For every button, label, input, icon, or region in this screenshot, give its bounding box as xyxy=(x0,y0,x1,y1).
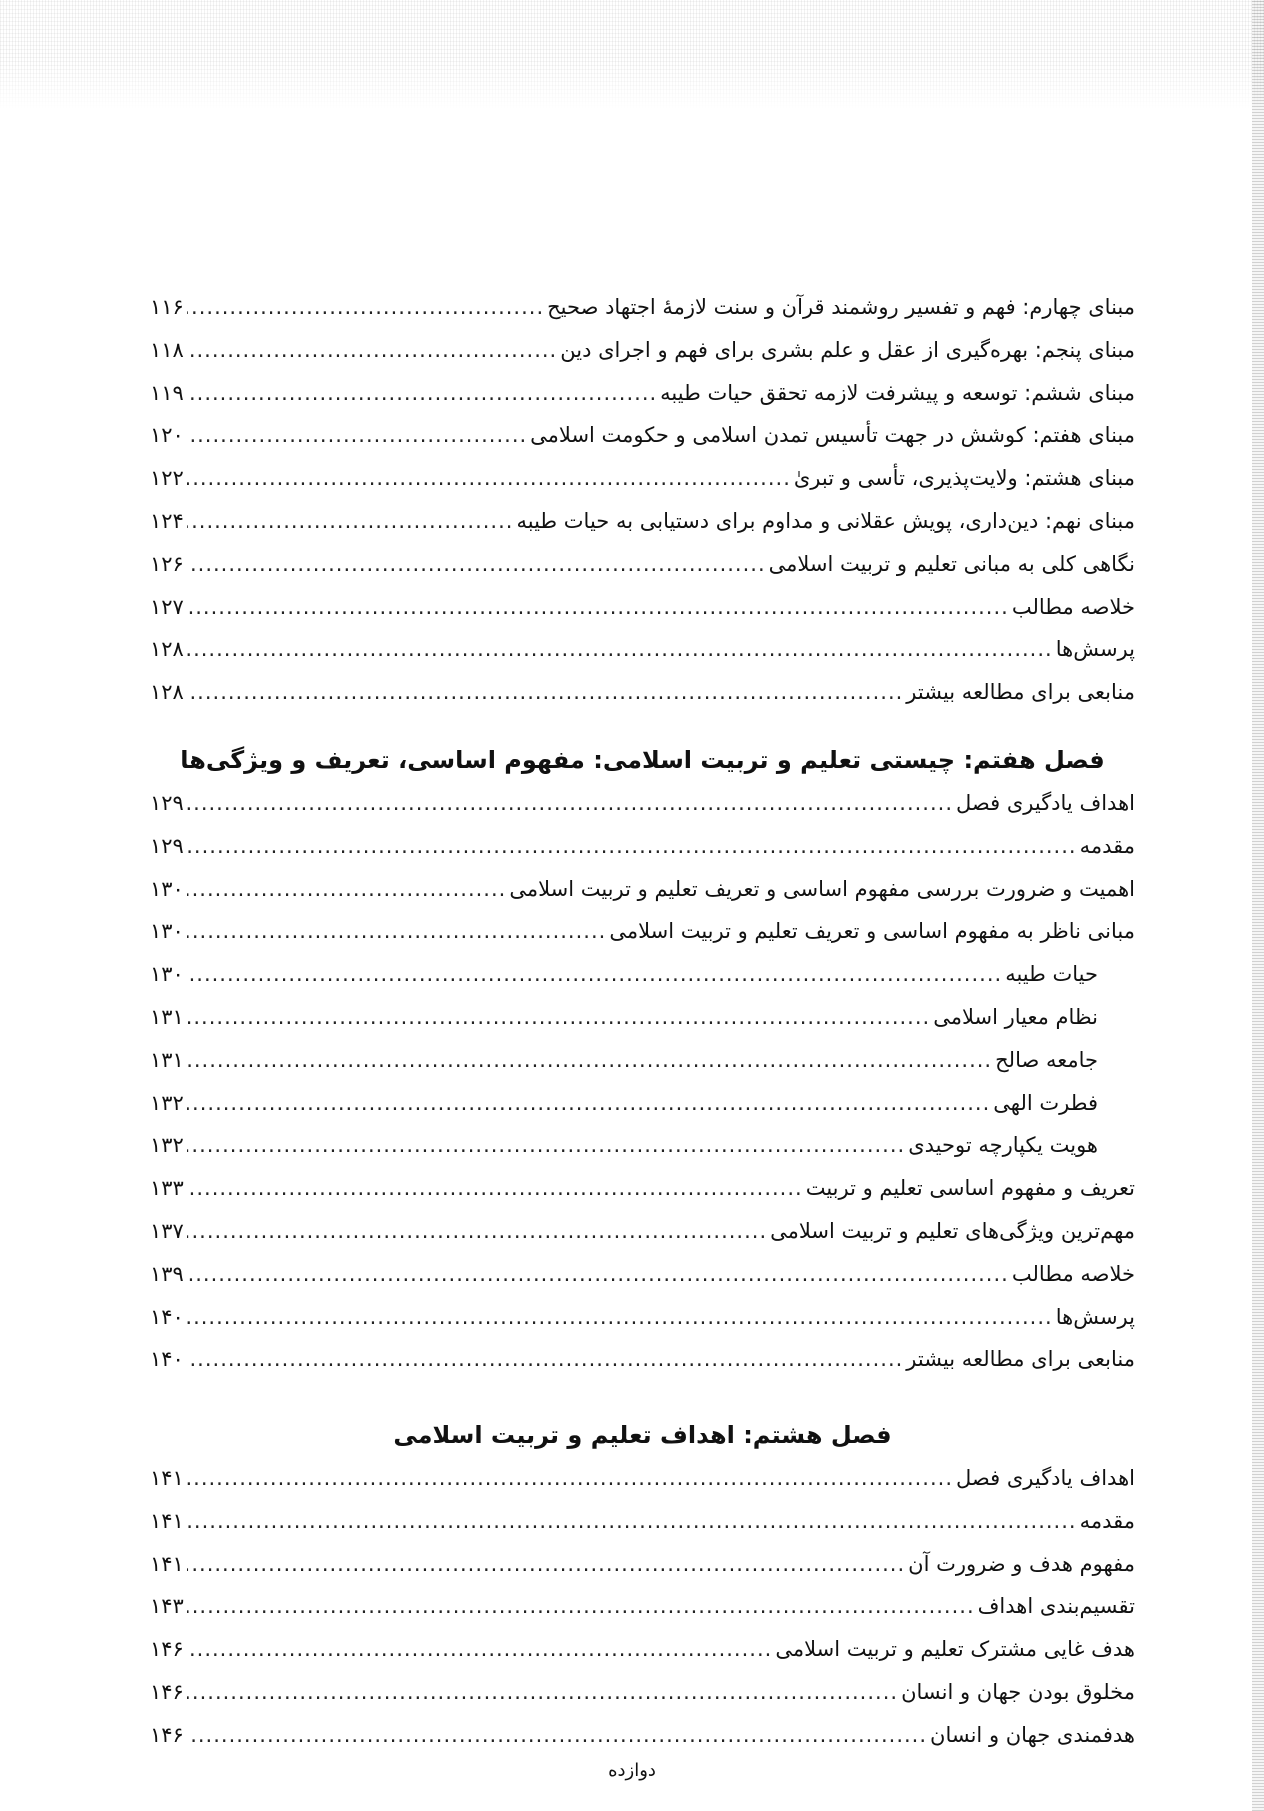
toc-entry-title: خلاصه مطالب xyxy=(1011,594,1135,619)
toc-section-chapter6-tail xyxy=(150,286,1135,714)
toc-entry-page-number: ۱۲۰ xyxy=(150,423,184,448)
toc-leader-dots xyxy=(187,1457,953,1500)
toc-entry-title: پرسش‌ها xyxy=(1055,1304,1135,1329)
chapter7-heading: فصل هفتم: چیستی تعلیم و تربیت اسلامی: مفهوم اساسی، تعریف و ویژگی‌ها xyxy=(180,746,1105,774)
toc-leader-dots xyxy=(187,825,1077,868)
toc-entry xyxy=(150,1124,1135,1167)
toc-leader-dots xyxy=(187,1500,1077,1543)
toc-entry-page-number: ۱۳۱ xyxy=(150,1004,184,1029)
toc-leader-dots xyxy=(187,628,1053,671)
toc-leader-dots xyxy=(187,910,606,953)
toc-leader-dots xyxy=(187,782,953,825)
toc-leader-dots xyxy=(187,1167,803,1210)
toc-entry-page-number: ۱۱۸ xyxy=(150,337,184,362)
toc-entry-title: مبنای چهارم: فهم و تفسیر روشمند قرآن و سنت لازمهٔ اجتهاد صحیح xyxy=(547,295,1135,319)
toc-leader-dots xyxy=(187,1543,905,1586)
toc-entry-title: تقسیم‌بندی اهداف xyxy=(977,1594,1135,1619)
toc-entry xyxy=(150,500,1135,543)
toc-entry-page-number: ۱۲۸ xyxy=(150,680,184,705)
toc-entry xyxy=(150,671,1135,714)
toc-entry-page-number: ۱۱۹ xyxy=(150,380,184,405)
toc-entry-title: مبنای نهم: دین‌داری، پویش عقلانی و مداوم برای دستیابی به حیات طیبه xyxy=(516,508,1135,533)
toc-entry-page-number: ۱۲۹ xyxy=(150,833,184,858)
toc-entry-title: حیات طیبه xyxy=(1005,962,1098,987)
toc-entry-title: مبنای پنجم: بهره‌گیری از عقل و علم بشری برای فهم و اجرای دین xyxy=(560,337,1135,362)
toc-entry-title: مبنای ششم: توسعه و پیشرفت لازمه تحقق حیات طیبه xyxy=(660,380,1135,405)
toc-leader-dots xyxy=(187,671,903,714)
toc-entry-page-number: ۱۳۱ xyxy=(150,1047,184,1072)
toc-entry-page-number: ۱۳۲ xyxy=(150,1133,184,1158)
toc-entry-title: مفهوم هدف و ضرورت آن xyxy=(908,1551,1135,1576)
toc-entry xyxy=(150,868,1135,911)
toc-entry-page-number: ۱۴۱ xyxy=(150,1466,184,1490)
toc-entry-title: منابعی برای مطالعه بیشتر xyxy=(906,1347,1135,1372)
toc-entry-title: فطرت الهی xyxy=(993,1090,1098,1115)
toc-entry xyxy=(150,1585,1135,1628)
toc-entry-title: اهداف یادگیری فصل xyxy=(956,791,1135,815)
toc-entry-title: خلاصه مطالب xyxy=(1011,1261,1135,1286)
toc-entry xyxy=(150,1543,1135,1586)
toc-entry-page-number: ۱۴۳ xyxy=(150,1594,184,1619)
toc-entry xyxy=(150,457,1135,500)
toc-entry-page-number: ۱۳۰ xyxy=(150,962,184,987)
toc-entry-page-number: ۱۴۶ xyxy=(150,1637,184,1662)
toc-leader-dots xyxy=(187,1039,992,1082)
toc-leader-dots xyxy=(187,996,930,1039)
toc-entry xyxy=(150,1082,1135,1125)
toc-entry-title: اهمیت و ضرورت بررسی مفهوم اساسی و تعریف تعلیم و تربیت اسلامی xyxy=(509,876,1135,901)
toc-entry xyxy=(150,414,1135,457)
toc-leader-dots xyxy=(187,1253,1009,1296)
toc-entry xyxy=(150,1671,1135,1714)
toc-entry-page-number: ۱۳۳ xyxy=(150,1176,184,1201)
scan-noise-top xyxy=(0,0,1264,110)
toc-entry-title: مقدمه xyxy=(1079,833,1135,858)
toc-entry-page-number: ۱۴۱ xyxy=(150,1551,184,1576)
toc-section-chapter8 xyxy=(150,1457,1135,1757)
toc-entry-page-number: ۱۴۶ xyxy=(150,1679,184,1704)
toc-leader-dots xyxy=(187,414,527,457)
toc-entry xyxy=(150,1167,1135,1210)
scan-edge-right xyxy=(1252,0,1264,1811)
toc-entry-title: مهم‌ترین ویژگی‌های تعلیم و تربیت اسلامی xyxy=(770,1218,1135,1243)
toc-entry xyxy=(150,286,1135,329)
toc-entry xyxy=(150,910,1135,953)
toc-leader-dots xyxy=(187,1585,975,1628)
toc-leader-dots xyxy=(187,1210,767,1253)
toc-entry-title: پرسش‌ها xyxy=(1055,637,1135,662)
toc-entry-title: جامعه صالح xyxy=(995,1047,1098,1072)
toc-leader-dots xyxy=(187,286,544,329)
toc-entry-page-number: ۱۲۷ xyxy=(150,594,184,619)
toc-entry xyxy=(150,953,1135,996)
toc-entry-page-number: ۱۲۴ xyxy=(150,508,184,533)
toc-entry-page-number: ۱۲۶ xyxy=(150,551,184,576)
toc-entry-title: مقدمه xyxy=(1079,1508,1135,1533)
toc-entry xyxy=(150,1457,1135,1500)
toc-entry xyxy=(150,1296,1135,1339)
toc-entry-page-number: ۱۳۰ xyxy=(150,919,184,944)
toc-entry-title: مخلوق بودن جهان و انسان xyxy=(901,1679,1135,1704)
toc-leader-dots xyxy=(187,586,1009,629)
toc-entry-title: نظام معیار اسلامی xyxy=(933,1004,1098,1029)
toc-entry-title: هدف غایی مشترک تعلیم و تربیت اسلامی xyxy=(775,1637,1135,1662)
toc-entry-title: هویت یکپارچه توحیدی xyxy=(908,1133,1098,1158)
toc-leader-dots xyxy=(187,1082,990,1125)
toc-leader-dots xyxy=(187,953,1002,996)
toc-leader-dots xyxy=(187,1714,927,1757)
toc-entry xyxy=(150,782,1135,825)
page-number-footer: دوازده xyxy=(608,1760,656,1781)
toc-entry-page-number: ۱۴۶ xyxy=(150,1722,184,1747)
toc-entry-title: نگاهی کلی به مبانی تعلیم و تربیت اسلامی xyxy=(768,551,1135,576)
toc-leader-dots xyxy=(187,1628,772,1671)
toc-entry xyxy=(150,1039,1135,1082)
toc-entry-title: مبنای هشتم: ولایت‌پذیری، تأسی و تبریٰ xyxy=(793,466,1135,491)
toc-entry xyxy=(150,1210,1135,1253)
toc-entry xyxy=(150,628,1135,671)
toc-entry-page-number: ۱۲۲ xyxy=(150,466,184,491)
toc-leader-dots xyxy=(187,372,657,415)
toc-entry xyxy=(150,1253,1135,1296)
toc-entry-title: مبنای هفتم: کوشش در جهت تأسیس تمدن اسلامی و حکومت اسلامی xyxy=(530,423,1135,448)
toc-leader-dots xyxy=(187,543,766,586)
toc-leader-dots xyxy=(187,1338,903,1381)
toc-leader-dots xyxy=(187,457,791,500)
toc-entry xyxy=(150,1628,1135,1671)
toc-leader-dots xyxy=(187,329,557,372)
toc-entry xyxy=(150,1500,1135,1543)
toc-entry xyxy=(150,825,1135,868)
toc-entry-page-number: ۱۳۲ xyxy=(150,1090,184,1115)
toc-entry-page-number: ۱۳۹ xyxy=(150,1261,184,1286)
toc-leader-dots xyxy=(187,868,506,911)
toc-section-chapter7 xyxy=(150,782,1135,1381)
toc-entry-title: اهداف یادگیری فصل xyxy=(956,1466,1135,1490)
toc-leader-dots xyxy=(187,1296,1053,1339)
toc-entry-page-number: ۱۴۱ xyxy=(150,1508,184,1533)
toc-entry-title: مبانی ناظر به مفهوم اساسی و تعریف تعلیم و تربیت اسلامی xyxy=(609,919,1135,944)
toc-entry-page-number: ۱۳۰ xyxy=(150,876,184,901)
toc-entry-page-number: ۱۲۸ xyxy=(150,637,184,662)
toc-entry xyxy=(150,372,1135,415)
toc-entry xyxy=(150,1714,1135,1757)
toc-leader-dots xyxy=(187,1671,898,1714)
toc-leader-dots xyxy=(187,1124,905,1167)
toc-entry-page-number: ۱۲۹ xyxy=(150,791,184,815)
toc-entry-title: هدفمندی جهان و انسان xyxy=(930,1722,1135,1747)
toc-entry-page-number: ۱۴۰ xyxy=(150,1304,184,1329)
toc-entry-title: منابعی برای مطالعه بیشتر xyxy=(906,680,1135,705)
toc-entry-page-number: ۱۴۰ xyxy=(150,1347,184,1372)
toc-entry xyxy=(150,1338,1135,1381)
toc-entry xyxy=(150,543,1135,586)
toc-entry xyxy=(150,586,1135,629)
toc-entry-title: تعریف و مفهوم اساسی تعلیم و تربیت xyxy=(805,1176,1135,1201)
toc-entry-page-number: ۱۳۷ xyxy=(150,1218,184,1243)
toc-entry-page-number: ۱۱۶ xyxy=(150,295,184,319)
toc-leader-dots xyxy=(187,500,514,543)
toc-entry xyxy=(150,329,1135,372)
toc-entry xyxy=(150,996,1135,1039)
chapter8-heading: فصل هشتم: اهداف تعلیم و تربیت اسلامی xyxy=(393,1421,892,1449)
